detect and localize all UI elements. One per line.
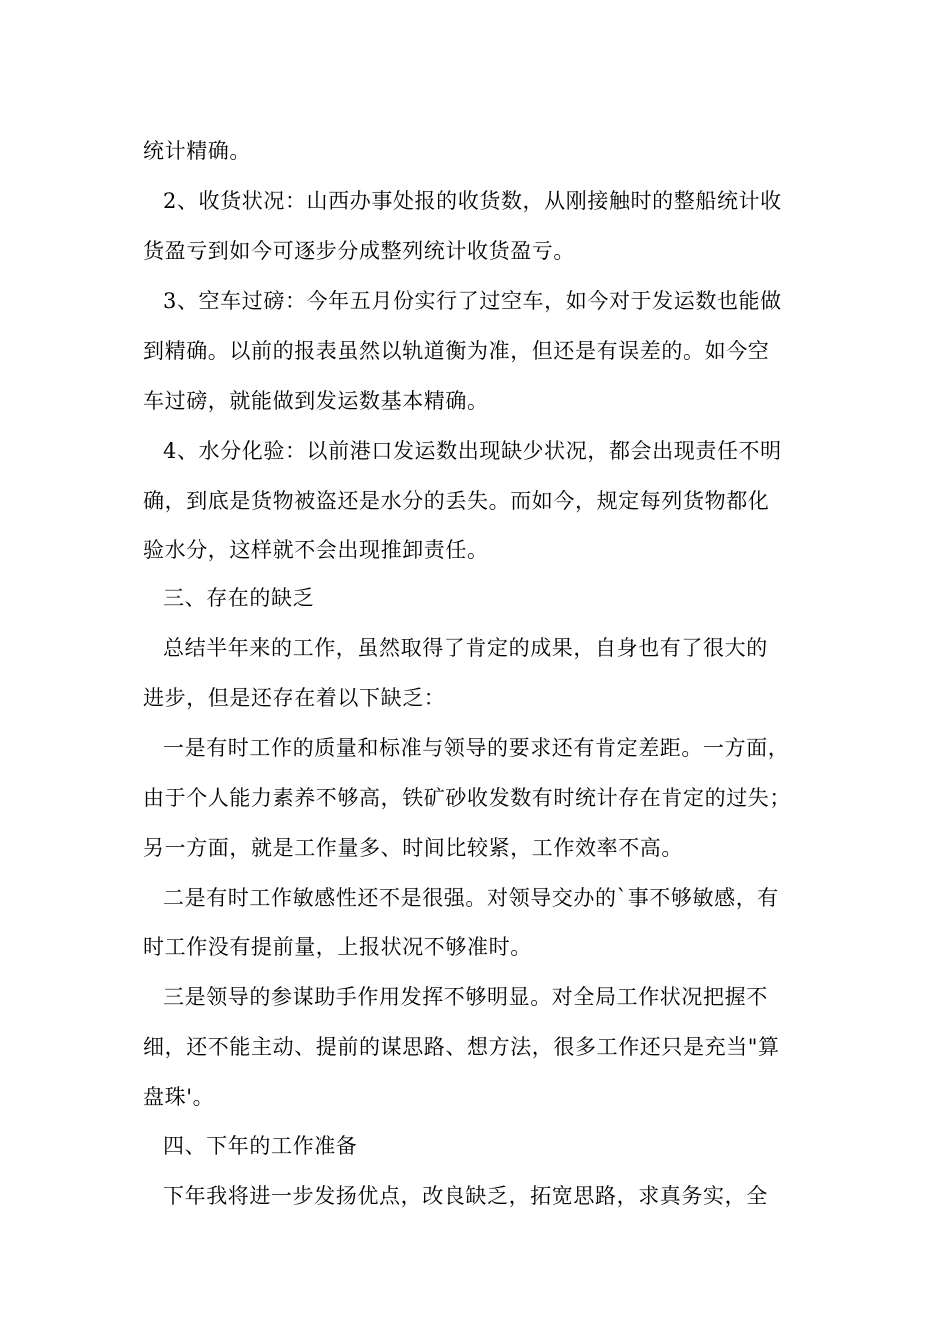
text-line: 3、空车过磅：今年五月份实行了过空车，如今对于发运数也能做 [163,289,782,313]
text-line: 进步，但是还存在着以下缺乏： [143,686,446,710]
text-line: 车过磅，就能做到发运数基本精确。 [143,389,489,413]
text-line: 货盈亏到如今可逐步分成整列统计收货盈亏。 [143,239,575,263]
text-line: 盘珠'。 [143,1085,215,1109]
text-line: 2、收货状况：山西办事处报的收货数，从刚接触时的整船统计收 [163,189,782,213]
text-line: 统计精确。 [143,139,251,163]
text-line: 一是有时工作的质量和标准与领导的要求还有肯定差距。一方面， [163,736,790,760]
text-line: 下年我将进一步发扬优点，改良缺乏，拓宽思路，求真务实，全 [163,1184,768,1208]
text-line: 另一方面，就是工作量多、时间比较紧，工作效率不高。 [143,836,683,860]
section-heading: 三、存在的缺乏 [163,586,315,610]
text-line: 时工作没有提前量，上报状况不够准时。 [143,935,532,959]
text-line: 二是有时工作敏感性还不是很强。对领导交办的`事不够敏感，有 [163,886,779,910]
text-line: 由于个人能力素养不够高，铁矿砂收发数有时统计存在肯定的过失； [143,786,791,810]
text-line: 到精确。以前的报表虽然以轨道衡为准，但还是有误差的。如今空 [143,339,770,363]
text-line: 总结半年来的工作，虽然取得了肯定的成果，自身也有了很大的 [163,636,768,660]
text-line: 4、水分化验：以前港口发运数出现缺少状况，都会出现责任不明 [163,439,782,463]
text-line: 细，还不能主动、提前的谋思路、想方法，很多工作还只是充当"算 [143,1035,780,1059]
text-line: 三是领导的参谋助手作用发挥不够明显。对全局工作状况把握不 [163,985,768,1009]
text-line: 验水分，这样就不会出现推卸责任。 [143,538,489,562]
section-heading: 四、下年的工作准备 [163,1134,358,1158]
text-line: 确，到底是货物被盗还是水分的丢失。而如今，规定每列货物都化 [143,489,770,513]
